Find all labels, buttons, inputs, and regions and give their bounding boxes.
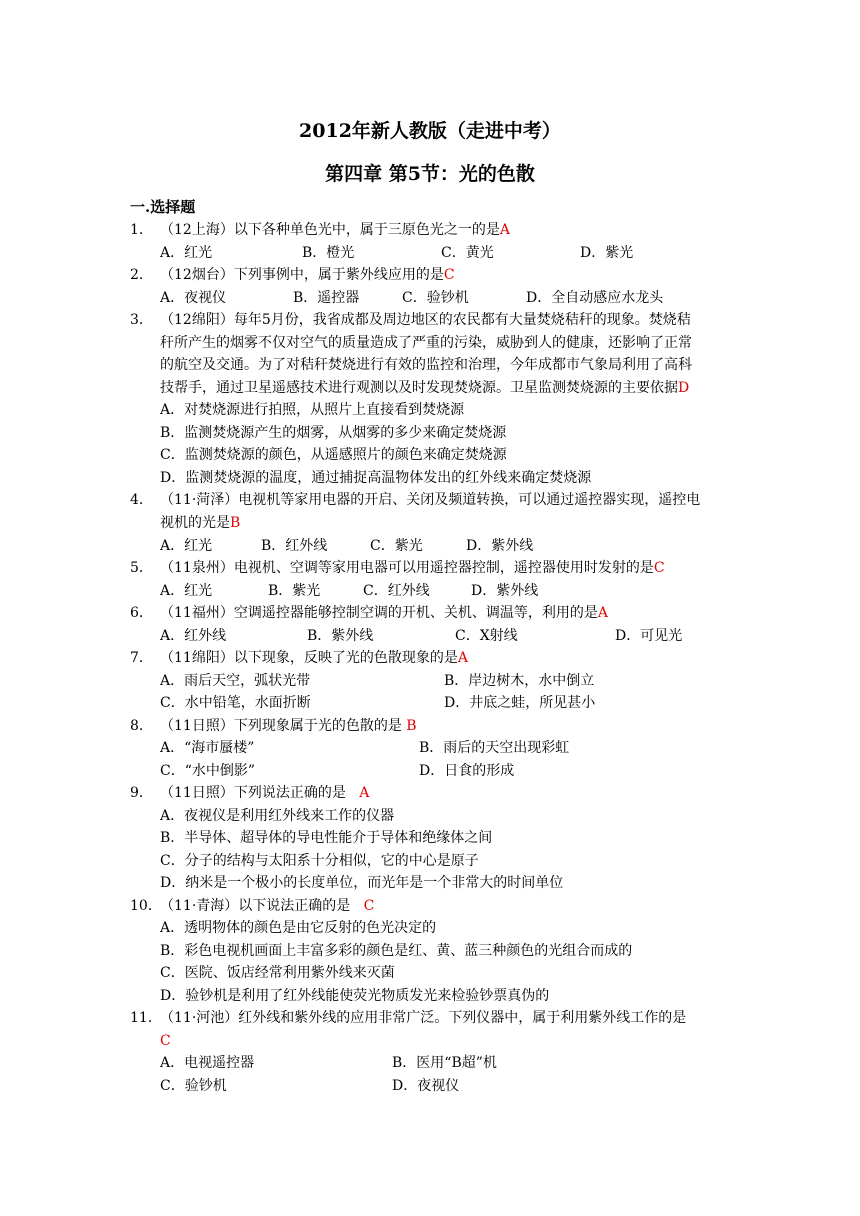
answer-key: A — [457, 650, 468, 666]
option-b: B．医用“B超”机 — [392, 1055, 497, 1071]
option-c: C．X射线 — [455, 628, 518, 644]
option-b: B．紫光 — [268, 583, 321, 599]
option-b: B．监测焚烧源产生的烟雾，从烟雾的多少来确定焚烧源 — [160, 425, 507, 441]
question-number: 3． — [130, 312, 153, 328]
option-c: C．“水中倒影” — [160, 763, 256, 779]
option-a: A．电视遥控器 — [160, 1055, 255, 1071]
answer-key: A — [597, 605, 608, 621]
question-number: 7． — [130, 650, 153, 666]
option-b: B．半导体、超导体的导电性能介于导体和绝缘体之间 — [160, 830, 493, 846]
option-d: D．紫光 — [580, 245, 634, 261]
option-b: B．彩色电视机画面上丰富多彩的颜色是红、黄、蓝三种颜色的光组合而成的 — [160, 943, 633, 959]
option-b: B．橙光 — [302, 245, 355, 261]
answer-key: C — [160, 1033, 171, 1049]
option-c: C．验钞机 — [160, 1078, 227, 1094]
option-b: B．遥控器 — [293, 290, 360, 306]
chapter-title: 第四章 第5节：光的色散 — [325, 163, 535, 185]
option-d: D．可见光 — [615, 628, 683, 644]
question-text-line: 的航空及交通。为了对秸秆焚烧进行有效的监控和治理，今年成都市气象局利用了高科 — [160, 357, 692, 373]
option-b: B．红外线 — [261, 538, 328, 554]
answer-key: B — [230, 515, 241, 531]
option-a: A．夜视仪是利用红外线来工作的仪器 — [160, 808, 395, 824]
question-text: （11·青海）以下说法正确的是 C — [160, 898, 375, 914]
option-c: C．验钞机 — [402, 290, 469, 306]
question-number: 10． — [130, 898, 162, 914]
question-number: 11． — [130, 1010, 162, 1026]
option-a: A．红光 — [160, 583, 213, 599]
question-text: （12烟台）下列事例中，属于紫外线应用的是C — [160, 267, 455, 283]
answer-key: D — [678, 380, 690, 396]
option-a: A．红光 — [160, 245, 213, 261]
option-c: C．红外线 — [363, 583, 430, 599]
question-text-line: （12绵阳）每年5月份，我省成都及周边地区的农民都有大量焚烧秸秆的现象。焚烧秸 — [160, 312, 691, 328]
option-d: D．井底之蛙，所见甚小 — [444, 695, 596, 711]
option-c: C．分子的结构与太阳系十分相似，它的中心是原子 — [160, 853, 479, 869]
question-text: （11日照）下列说法正确的是 A — [160, 785, 370, 801]
option-d: D．紫外线 — [466, 538, 534, 554]
option-a: A．红光 — [160, 538, 213, 554]
option-d: D．全自动感应水龙头 — [526, 290, 664, 306]
option-c: C．紫光 — [370, 538, 423, 554]
option-b: B．雨后的天空出现彩虹 — [419, 740, 570, 756]
question-text: 技帮手，通过卫星遥感技术进行观测以及时发现焚烧源。卫星监测焚烧源的主要依据D — [160, 380, 690, 396]
question-text-line: 秆所产生的烟雾不仅对空气的质量造成了严重的污染，威胁到人的健康，还影响了正常 — [160, 335, 692, 351]
option-c: C．水中铅笔，水面折断 — [160, 695, 311, 711]
question-text: （12上海）以下各种单色光中，属于三原色光之一的是A — [160, 222, 510, 238]
option-a: A．雨后天空，弧状光带 — [160, 673, 311, 689]
question-number: 5． — [130, 560, 153, 576]
question-text-line: （11·菏泽）电视机等家用电器的开启、关闭及频道转换，可以通过遥控器实现，遥控电 — [160, 492, 701, 508]
option-d: D．监测焚烧源的温度，通过捕捉高温物体发出的红外线来确定焚烧源 — [160, 470, 592, 486]
answer-key: B — [406, 718, 417, 734]
question-text: （11绵阳）以下现象，反映了光的色散现象的是A — [160, 650, 468, 666]
answer-key: A — [499, 222, 510, 238]
option-a: A．红外线 — [160, 628, 227, 644]
question-text: （11福州）空调遥控器能够控制空调的开机、关机、调温等，利用的是A — [160, 605, 608, 621]
option-d: D．验钞机是利用了红外线能使荧光物质发光来检验钞票真伪的 — [160, 988, 550, 1004]
question-number: 1． — [130, 222, 153, 238]
question-number: 2． — [130, 267, 153, 283]
question-text: 视机的光是B — [160, 515, 241, 531]
option-c: C．医院、饭店经常利用紫外线来灭菌 — [160, 965, 395, 981]
option-d: D．紫外线 — [471, 583, 539, 599]
option-d: D．夜视仪 — [392, 1078, 460, 1094]
option-a: A．夜视仪 — [160, 290, 227, 306]
question-text: （11泉州）电视机、空调等家用电器可以用遥控器控制，遥控器使用时发射的是C — [160, 560, 665, 576]
answer-key: C — [363, 898, 375, 914]
option-c: C．黄光 — [441, 245, 494, 261]
option-b: B．岸边树木，水中倒立 — [444, 673, 595, 689]
answer-key: C — [443, 267, 455, 283]
option-b: B．紫外线 — [307, 628, 374, 644]
option-c: C．监测焚烧源的颜色，从遥感照片的颜色来确定焚烧源 — [160, 447, 507, 463]
section-heading: 一.选择题 — [130, 198, 196, 216]
option-a: A．“海市蜃楼” — [160, 740, 255, 756]
document-title: 2012年新人教版（走进中考） — [299, 120, 561, 142]
question-number: 4． — [130, 492, 153, 508]
question-number: 8． — [130, 718, 153, 734]
question-number: 9． — [130, 785, 153, 801]
answer-key: A — [359, 785, 370, 801]
question-text-line: （11·河池）红外线和紫外线的应用非常广泛。下列仪器中，属于利用紫外线工作的是 — [160, 1010, 687, 1026]
option-a: A．透明物体的颜色是由它反射的色光决定的 — [160, 920, 437, 936]
option-d: D．日食的形成 — [419, 763, 515, 779]
option-a: A．对焚烧源进行拍照，从照片上直接看到焚烧源 — [160, 402, 465, 418]
option-d: D．纳米是一个极小的长度单位，而光年是一个非常大的时间单位 — [160, 875, 564, 891]
answer-key: C — [653, 560, 665, 576]
question-number: 6． — [130, 605, 153, 621]
question-text: （11日照）下列现象属于光的色散的是 B — [160, 718, 417, 734]
